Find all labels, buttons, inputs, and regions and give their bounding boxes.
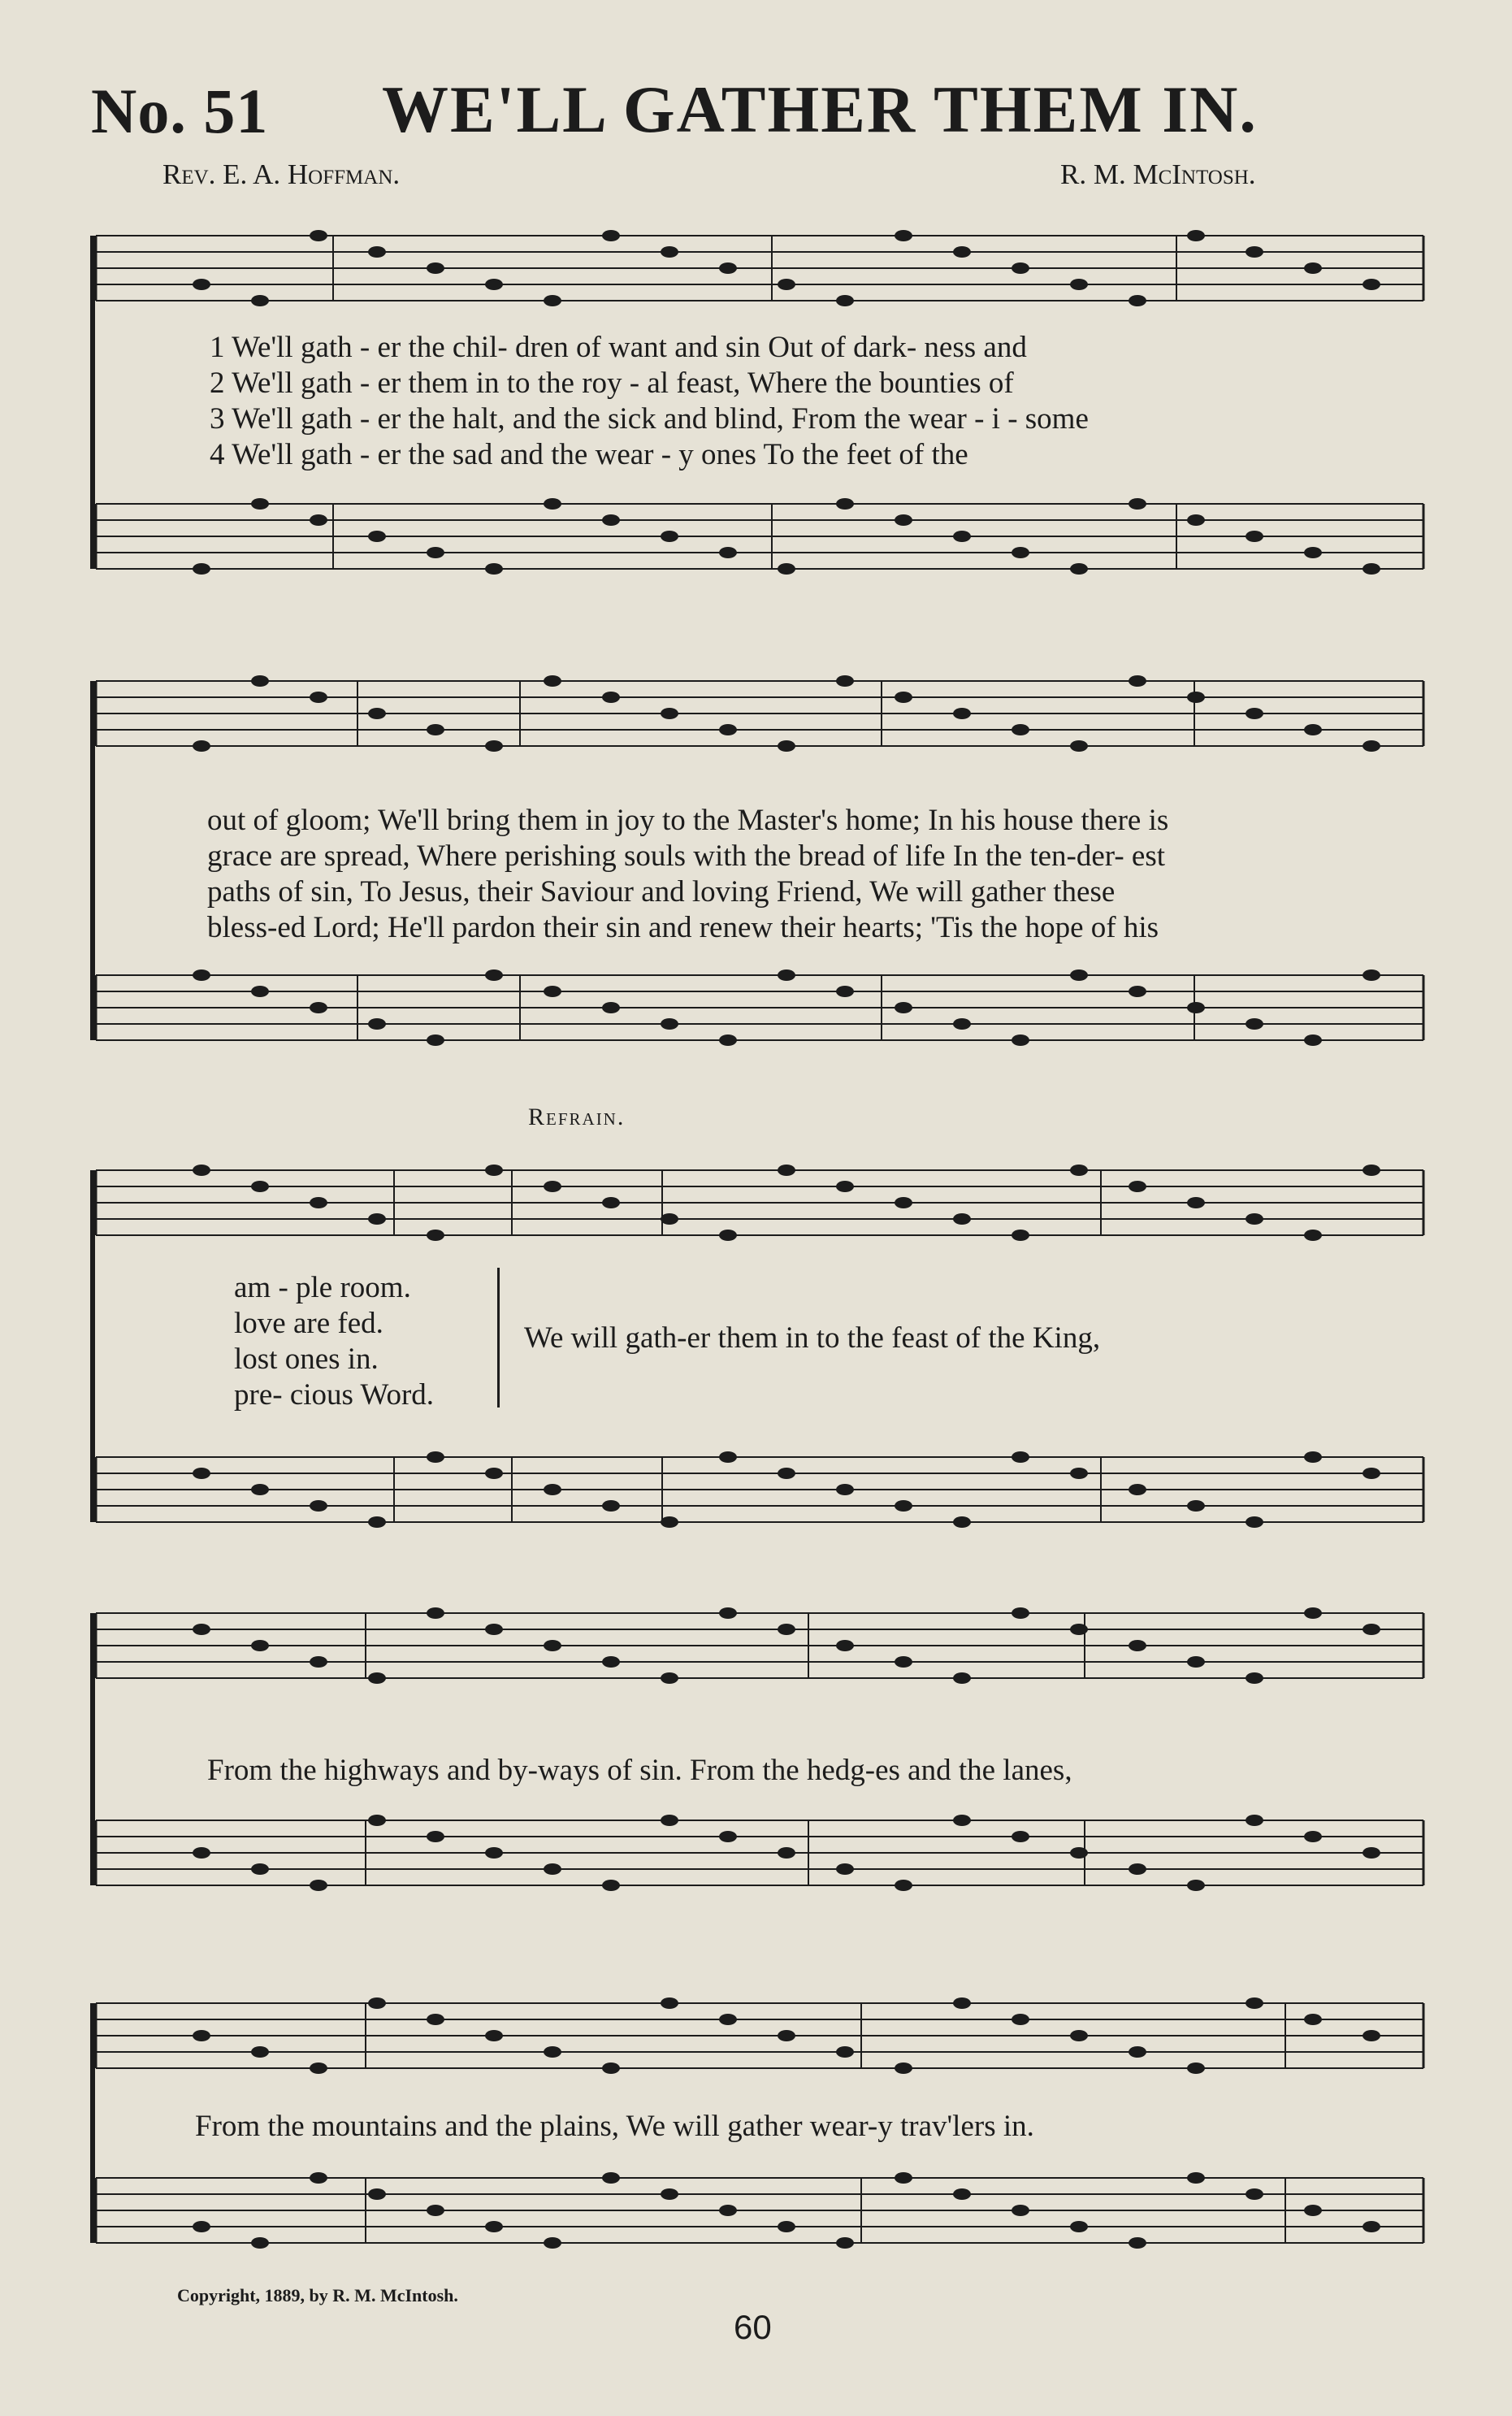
note-head bbox=[485, 563, 503, 575]
note-head bbox=[1187, 1002, 1205, 1013]
note-head bbox=[895, 2172, 912, 2184]
note-head bbox=[1187, 1197, 1205, 1208]
composer-credit: R. M. McIntosh. bbox=[1060, 158, 1256, 190]
note-head bbox=[368, 531, 386, 542]
verse-ending-brace bbox=[497, 1268, 524, 1408]
note-head bbox=[1246, 2188, 1263, 2200]
note-head bbox=[1187, 1880, 1205, 1891]
note-head bbox=[368, 708, 386, 719]
note-head bbox=[251, 2046, 269, 2058]
verse-3-line-b: paths of sin, To Jesus, their Saviour and loving Friend, We will gather these bbox=[207, 875, 1116, 909]
note-head bbox=[193, 740, 210, 752]
note-head bbox=[427, 724, 444, 735]
verse-3-line-a: 3 We'll gath - er the halt, and the sick and blind, From the wear - i - some bbox=[210, 402, 1089, 436]
note-head bbox=[544, 675, 561, 687]
note-head bbox=[836, 295, 854, 306]
note-head bbox=[544, 1640, 561, 1651]
note-head bbox=[1129, 295, 1146, 306]
note-head bbox=[953, 531, 971, 542]
note-head bbox=[719, 2014, 737, 2025]
note-head bbox=[1246, 246, 1263, 258]
note-head bbox=[427, 1451, 444, 1463]
note-head bbox=[602, 1002, 620, 1013]
note-head bbox=[836, 675, 854, 687]
note-head bbox=[1129, 498, 1146, 510]
note-head bbox=[953, 2188, 971, 2200]
verse-4-ending: pre- cious Word. bbox=[234, 1378, 435, 1412]
note-head bbox=[661, 1672, 678, 1684]
note-head bbox=[1070, 1165, 1088, 1176]
note-head bbox=[895, 1197, 912, 1208]
note-head bbox=[427, 1831, 444, 1842]
verse-4-line-b: bless-ed Lord; He'll pardon their sin and renew their hearts; 'Tis the hope of his bbox=[207, 911, 1159, 944]
note-head bbox=[602, 1500, 620, 1512]
note-head bbox=[1129, 2237, 1146, 2249]
note-head bbox=[1363, 1468, 1380, 1479]
note-head bbox=[1012, 262, 1029, 274]
note-head bbox=[836, 1640, 854, 1651]
note-head bbox=[953, 246, 971, 258]
note-head bbox=[310, 692, 327, 703]
note-head bbox=[251, 2237, 269, 2249]
note-head bbox=[485, 969, 503, 981]
note-head bbox=[1129, 1640, 1146, 1651]
refrain-line-1: We will gath-er them in to the feast of the King, bbox=[524, 1321, 1101, 1355]
note-head bbox=[193, 2221, 210, 2232]
note-head bbox=[1363, 740, 1380, 752]
hymn-title: WE'LL GATHER THEM IN. bbox=[382, 72, 1258, 146]
note-head bbox=[895, 692, 912, 703]
note-head bbox=[953, 708, 971, 719]
note-head bbox=[661, 1997, 678, 2009]
note-head bbox=[1187, 1500, 1205, 1512]
note-head bbox=[719, 262, 737, 274]
note-head bbox=[661, 1815, 678, 1826]
note-head bbox=[544, 2046, 561, 2058]
note-head bbox=[310, 230, 327, 241]
note-head bbox=[602, 1880, 620, 1891]
verse-2-line-b: grace are spread, Where perishing souls with the bread of life In the ten-der- est bbox=[207, 839, 1166, 873]
note-head bbox=[778, 279, 795, 290]
note-head bbox=[1363, 563, 1380, 575]
note-head bbox=[544, 1863, 561, 1875]
note-head bbox=[193, 1847, 210, 1859]
note-head bbox=[193, 279, 210, 290]
note-head bbox=[661, 2188, 678, 2200]
note-head bbox=[1012, 724, 1029, 735]
note-head bbox=[1246, 1815, 1263, 1826]
note-head bbox=[427, 1607, 444, 1619]
note-head bbox=[1304, 1831, 1322, 1842]
note-head bbox=[1246, 531, 1263, 542]
note-head bbox=[1187, 514, 1205, 526]
verse-2-ending: love are fed. bbox=[234, 1307, 383, 1340]
refrain-line-2: From the highways and by-ways of sin. From the hedg-es and the lanes, bbox=[207, 1754, 1072, 1787]
note-head bbox=[661, 1018, 678, 1030]
note-head bbox=[251, 1640, 269, 1651]
verse-4-line-a: 4 We'll gath - er the sad and the wear - y ones To the feet of the bbox=[210, 438, 968, 471]
note-head bbox=[1363, 969, 1380, 981]
note-head bbox=[1187, 230, 1205, 241]
note-head bbox=[1304, 1607, 1322, 1619]
note-head bbox=[778, 1165, 795, 1176]
note-head bbox=[1129, 1484, 1146, 1495]
note-head bbox=[1012, 2205, 1029, 2216]
note-head bbox=[1070, 740, 1088, 752]
note-head bbox=[1304, 724, 1322, 735]
note-head bbox=[544, 498, 561, 510]
note-head bbox=[1070, 1468, 1088, 1479]
note-head bbox=[485, 279, 503, 290]
copyright-notice: Copyright, 1889, by R. M. McIntosh. bbox=[177, 2285, 458, 2305]
page-number: 60 bbox=[734, 2308, 772, 2346]
note-head bbox=[836, 1484, 854, 1495]
note-head bbox=[1012, 1451, 1029, 1463]
note-head bbox=[953, 1997, 971, 2009]
note-head bbox=[193, 1165, 210, 1176]
note-head bbox=[1363, 2221, 1380, 2232]
note-head bbox=[368, 1672, 386, 1684]
note-head bbox=[1129, 2046, 1146, 2058]
note-head bbox=[1363, 1624, 1380, 1635]
note-head bbox=[544, 1484, 561, 1495]
note-head bbox=[427, 2205, 444, 2216]
note-head bbox=[251, 986, 269, 997]
refrain-line-3: From the mountains and the plains, We will gather wear-y trav'lers in. bbox=[195, 2110, 1034, 2143]
note-head bbox=[1070, 2030, 1088, 2041]
note-head bbox=[1070, 969, 1088, 981]
note-head bbox=[1304, 2205, 1322, 2216]
note-head bbox=[368, 1213, 386, 1225]
note-head bbox=[368, 1815, 386, 1826]
note-head bbox=[1304, 262, 1322, 274]
note-head bbox=[368, 246, 386, 258]
note-head bbox=[602, 514, 620, 526]
note-head bbox=[1070, 1624, 1088, 1635]
note-head bbox=[368, 1516, 386, 1528]
note-head bbox=[895, 1500, 912, 1512]
author-credit: Rev. E. A. Hoffman. bbox=[162, 158, 401, 190]
verse-1-line-b: out of gloom; We'll bring them in joy to the Master's home; In his house there is bbox=[207, 804, 1169, 837]
note-head bbox=[1129, 986, 1146, 997]
note-head bbox=[895, 1656, 912, 1668]
note-head bbox=[953, 1213, 971, 1225]
note-head bbox=[953, 1815, 971, 1826]
note-head bbox=[1187, 1656, 1205, 1668]
note-head bbox=[1304, 1034, 1322, 1046]
note-head bbox=[661, 531, 678, 542]
note-head bbox=[719, 724, 737, 735]
note-head bbox=[1304, 1451, 1322, 1463]
note-head bbox=[836, 986, 854, 997]
note-head bbox=[1363, 2030, 1380, 2041]
note-head bbox=[953, 1516, 971, 1528]
note-head bbox=[485, 740, 503, 752]
note-head bbox=[1304, 547, 1322, 558]
note-head bbox=[719, 2205, 737, 2216]
note-head bbox=[778, 1468, 795, 1479]
verse-2-line-a: 2 We'll gath - er them in to the roy - al feast, Where the bounties of bbox=[210, 367, 1014, 400]
note-head bbox=[251, 675, 269, 687]
note-head bbox=[836, 498, 854, 510]
refrain-label: Refrain. bbox=[528, 1104, 626, 1130]
note-head bbox=[427, 547, 444, 558]
note-head bbox=[1012, 1034, 1029, 1046]
note-head bbox=[427, 2014, 444, 2025]
note-head bbox=[836, 1181, 854, 1192]
note-head bbox=[719, 1831, 737, 1842]
note-head bbox=[1012, 1831, 1029, 1842]
note-head bbox=[1012, 2014, 1029, 2025]
note-head bbox=[485, 1468, 503, 1479]
note-head bbox=[1246, 1516, 1263, 1528]
note-head bbox=[1070, 1847, 1088, 1859]
note-head bbox=[1012, 547, 1029, 558]
note-head bbox=[1246, 1672, 1263, 1684]
note-head bbox=[895, 230, 912, 241]
note-head bbox=[778, 2030, 795, 2041]
note-head bbox=[661, 1516, 678, 1528]
note-head bbox=[427, 1230, 444, 1241]
note-head bbox=[895, 1880, 912, 1891]
note-head bbox=[310, 1880, 327, 1891]
note-head bbox=[661, 246, 678, 258]
note-head bbox=[193, 1624, 210, 1635]
note-head bbox=[193, 969, 210, 981]
note-head bbox=[368, 2188, 386, 2200]
note-head bbox=[251, 1181, 269, 1192]
note-head bbox=[1246, 708, 1263, 719]
note-head bbox=[661, 1213, 678, 1225]
note-head bbox=[1187, 2062, 1205, 2074]
note-head bbox=[719, 1034, 737, 1046]
note-head bbox=[778, 563, 795, 575]
note-head bbox=[778, 1847, 795, 1859]
note-head bbox=[485, 1624, 503, 1635]
note-head bbox=[1070, 2221, 1088, 2232]
note-head bbox=[1363, 1847, 1380, 1859]
note-head bbox=[719, 1607, 737, 1619]
note-head bbox=[310, 514, 327, 526]
note-head bbox=[310, 2172, 327, 2184]
note-head bbox=[485, 1847, 503, 1859]
note-head bbox=[1246, 1018, 1263, 1030]
note-head bbox=[953, 1672, 971, 1684]
note-head bbox=[193, 1468, 210, 1479]
note-head bbox=[602, 692, 620, 703]
note-head bbox=[1304, 1230, 1322, 1241]
note-head bbox=[778, 969, 795, 981]
note-head bbox=[1304, 2014, 1322, 2025]
note-head bbox=[778, 740, 795, 752]
note-head bbox=[1012, 1230, 1029, 1241]
note-head bbox=[836, 2046, 854, 2058]
note-head bbox=[310, 1002, 327, 1013]
note-head bbox=[1187, 692, 1205, 703]
note-head bbox=[368, 1997, 386, 2009]
note-head bbox=[719, 1230, 737, 1241]
note-head bbox=[544, 295, 561, 306]
note-head bbox=[836, 1863, 854, 1875]
note-head bbox=[719, 547, 737, 558]
note-head bbox=[1246, 1213, 1263, 1225]
note-head bbox=[193, 563, 210, 575]
note-head bbox=[1363, 279, 1380, 290]
note-head bbox=[1363, 1165, 1380, 1176]
note-head bbox=[719, 1451, 737, 1463]
note-head bbox=[1129, 675, 1146, 687]
note-head bbox=[602, 2062, 620, 2074]
note-head bbox=[953, 1018, 971, 1030]
note-head bbox=[251, 1484, 269, 1495]
note-head bbox=[485, 2221, 503, 2232]
note-head bbox=[310, 2062, 327, 2074]
note-head bbox=[310, 1197, 327, 1208]
note-head bbox=[836, 2237, 854, 2249]
note-head bbox=[1012, 1607, 1029, 1619]
note-head bbox=[661, 708, 678, 719]
note-head bbox=[895, 514, 912, 526]
note-head bbox=[485, 1165, 503, 1176]
verse-1-line-a: 1 We'll gath - er the chil- dren of want and sin Out of dark- ness and bbox=[210, 331, 1027, 364]
note-head bbox=[544, 1181, 561, 1192]
note-head bbox=[193, 2030, 210, 2041]
note-head bbox=[427, 262, 444, 274]
note-head bbox=[895, 2062, 912, 2074]
note-head bbox=[602, 1656, 620, 1668]
note-head bbox=[427, 1034, 444, 1046]
note-head bbox=[310, 1500, 327, 1512]
note-head bbox=[778, 1624, 795, 1635]
note-head bbox=[895, 1002, 912, 1013]
note-head bbox=[1070, 563, 1088, 575]
note-head bbox=[544, 2237, 561, 2249]
note-head bbox=[1129, 1863, 1146, 1875]
note-head bbox=[778, 2221, 795, 2232]
note-head bbox=[1246, 1997, 1263, 2009]
note-head bbox=[1129, 1181, 1146, 1192]
note-head bbox=[310, 1656, 327, 1668]
note-head bbox=[602, 1197, 620, 1208]
hymn-number: No. 51 bbox=[91, 76, 269, 146]
verse-3-ending: lost ones in. bbox=[234, 1342, 379, 1376]
note-head bbox=[368, 1018, 386, 1030]
note-head bbox=[602, 2172, 620, 2184]
note-head bbox=[251, 295, 269, 306]
note-head bbox=[251, 498, 269, 510]
note-head bbox=[544, 986, 561, 997]
note-head bbox=[251, 1863, 269, 1875]
note-head bbox=[485, 2030, 503, 2041]
note-head bbox=[1070, 279, 1088, 290]
note-head bbox=[602, 230, 620, 241]
verse-1-ending: am - ple room. bbox=[234, 1271, 411, 1304]
note-head bbox=[1187, 2172, 1205, 2184]
